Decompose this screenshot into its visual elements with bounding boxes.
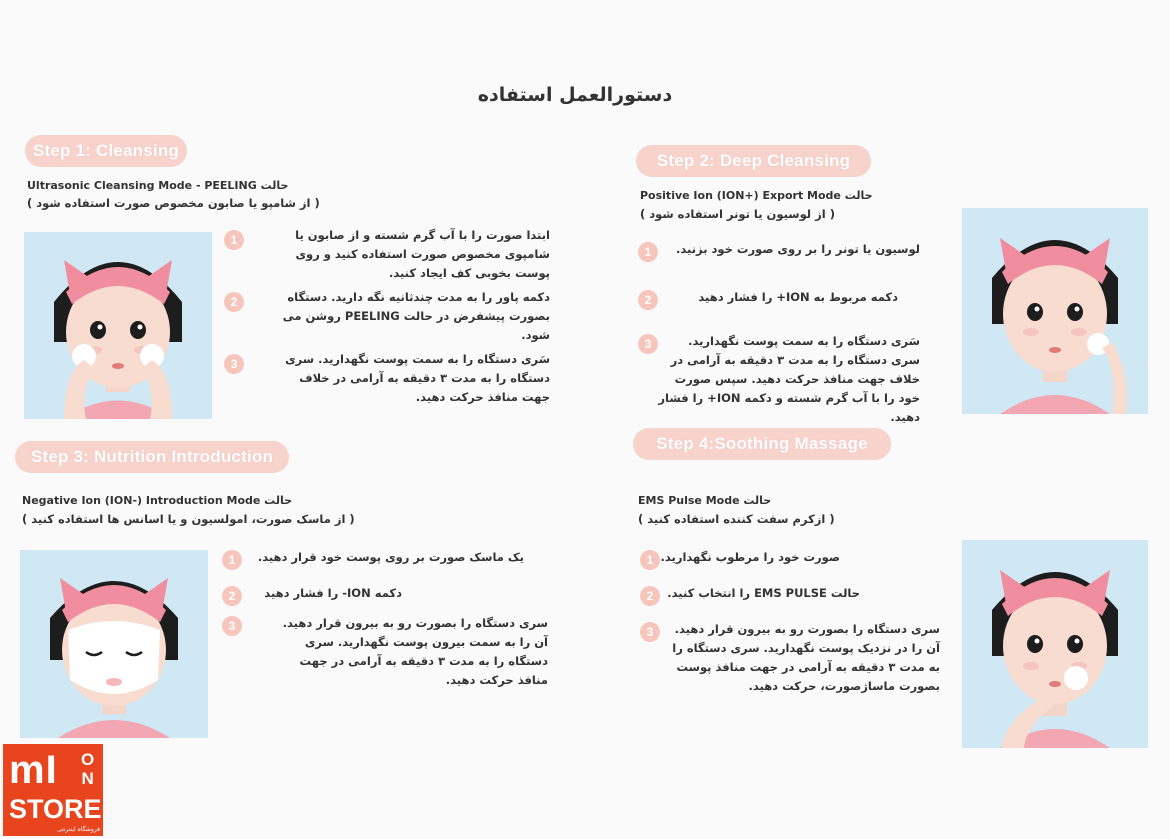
list-item [222,614,552,690]
step-number-badge: 2 [222,586,242,606]
step-number-badge: 1 [224,230,244,250]
girl-cleansing-image [24,232,212,419]
step-text: دکمه پاور را به مدت چندثانیه نگه دارید. دستگاه بصورت پیشفرض در حالت PEELING روشن می شود. [282,290,550,342]
step-2-label: Step 2: Deep Cleansing [636,145,871,177]
list-item [222,548,552,570]
step-number-badge: 3 [222,616,242,636]
step-2-mode: Positive Ion (ION+) Export Mode حالت [640,189,873,202]
step-3-mode: Negative Ion (ION-) Introduction Mode حالت [22,494,293,507]
logo-tagline: فروشگاه اینترنتی [56,826,100,833]
list-item [222,584,552,606]
girl-toner-image [962,208,1148,414]
step-text: ابتدا صورت را با آب گرم شسته و از صابون یا شامپوی مخصوص صورت استفاده کنید و روی پوست بخوبی کف ایجاد کنید. [295,228,550,280]
step-3-hint: ( از ماسک صورت، امولسیون و یا اسانس ها استفاده کنید ) [22,512,355,526]
logo-on-letters: O N [81,750,95,788]
step-1-instructions [224,226,560,407]
step-number-badge: 3 [638,334,658,354]
step-4-hint: ( ازکرم سفت کننده استفاده کنید ) [638,512,835,526]
mi-on-store-logo [3,744,103,836]
step-number-badge: 2 [638,290,658,310]
girl-face-mask-image [20,550,208,738]
logo-on-text [81,750,94,788]
step-3-illustration [20,550,208,738]
step-number-badge: 2 [640,586,660,606]
step-number-badge: 2 [224,292,244,312]
list-item [640,584,940,606]
girl-massage-image [962,540,1148,748]
step-text: سَری دستگاه را به سمت پوست نگهدارید. سری دستگاه را به مدت ۳ دقیقه به آرامی در خلاف جهت منافذ حرکت دهید. [285,352,550,404]
list-item [224,226,560,283]
step-number-badge: 1 [638,242,658,262]
list-item [638,332,920,427]
list-item [640,548,940,570]
step-text: صورت خود را مرطوب نگهدارید. [660,550,840,564]
step-number-badge: 3 [640,622,660,642]
step-number-badge: 1 [222,550,242,570]
step-1-illustration [24,232,212,419]
list-item [224,350,560,407]
logo-store-text: STORE [9,794,102,824]
page-title: دستورالعمل استفاده [477,84,673,106]
list-item [638,288,920,310]
step-4-instructions [640,548,940,696]
step-text: حالت EMS PULSE را انتخاب کنید. [667,586,860,600]
step-4-illustration [962,540,1148,748]
step-1-hint: ( از شامپو یا صابون مخصوص صورت استفاده شود ) [27,196,320,210]
step-4-mode: EMS Pulse Mode حالت [638,494,772,507]
step-4-label: Step 4:Soothing Massage [633,428,891,460]
step-number-badge: 1 [640,550,660,570]
step-2-illustration [962,208,1148,414]
list-item [224,288,560,345]
list-item [640,620,940,696]
step-3-instructions [222,548,552,690]
step-text: سَری دستگاه را به سمت پوست نگهدارید. سری دستگاه را به مدت ۳ دقیقه به آرامی در خلاف جهت منافذ حرکت دهید. سپس صورت خود را با آب گرم شسته و دکمه ION+ را فشار دهید. [658,334,920,424]
step-1-label: Step 1: Cleansing [25,135,187,167]
step-text: سری دستگاه را بصورت رو به بیرون قرار دهید. آن را در نزدیک پوست نگهدارید. سری دستگاه را به مدت ۳ دقیقه به آرامی در جهت منافذ پوست بصورت ماساژصورت، حرکت دهید. [672,622,940,693]
step-3-label: Step 3: Nutrition Introduction [15,441,289,473]
step-2-instructions [638,240,920,427]
logo-mi-text: mI [9,748,58,792]
step-text: دکمه ION- را فشار دهید [264,586,402,600]
step-text: یک ماسک صورت بر روی پوست خود قرار دهید. [257,550,524,564]
list-item [638,240,920,262]
step-text: دکمه مربوط به ION+ را فشار دهید [698,290,898,304]
step-2-hint: ( از لوسیون یا تونر استفاده شود ) [640,207,835,221]
step-number-badge: 3 [224,354,244,374]
step-text: سری دستگاه را بصورت رو به بیرون قرار دهید. آن را به سمت بیرون پوست نگهدارید. سری دستگاه را به مدت ۳ دقیقه به آرامی در جهت منافذ حرکت دهید. [282,616,548,687]
step-text: لوسیون یا تونر را بر روی صورت خود بزنید. [676,242,920,256]
step-1-mode: Ultrasonic Cleansing Mode - PEELING حالت [27,179,289,192]
